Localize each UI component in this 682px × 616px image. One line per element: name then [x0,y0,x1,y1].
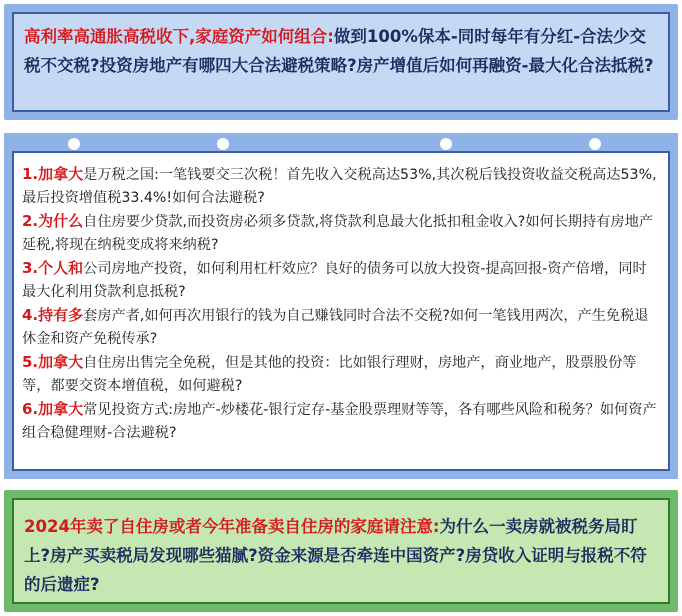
item-lead: 3.个人和 [22,259,84,277]
item-text: 公司房地产投资，如何利用杠杆效应？良好的债务可以放大投资-提高回报-资产倍增，同时最大化利用贷款利息抵税? [22,261,647,300]
item-text: 常见投资方式:房地产-炒楼花-银行定存-基金股票理财等等，各有哪些风险和税务？如何资产组合稳健理财-合法避税? [22,402,657,441]
item-lead: 5.加拿大 [22,353,84,371]
content-list [12,151,670,471]
item-text: 套房产者,如何再次用银行的钱为自己赚钱同时合法不交税?如何一笔钱用两次，产生免税退休金和资产免税传承? [22,308,649,347]
list-item [22,304,660,351]
list-item [22,210,660,257]
binder-hole [217,138,229,150]
binder-hole [440,138,452,150]
top-banner-highlight: 高利率高通胀高税收下,家庭资产如何组合: [24,27,334,46]
top-banner [4,4,678,120]
list-item [22,163,660,210]
list-item [22,257,660,304]
item-text: 是万税之国:一笔钱要交三次税！首先收入交税高达53%,其次税后钱投资收益交税高达53%,最后投资增值税33.4%!如何合法避税? [22,167,657,206]
binder-hole [589,138,601,150]
bottom-banner-highlight: 2024年卖了自住房或者今年准备卖自住房的家庭请注意: [24,517,440,536]
item-text: 自住房出售完全免税，但是其他的投资：比如银行理财，房地产，商业地产，股票股份等等，都要交资本增值税，如何避税? [22,355,637,394]
top-banner-body: 做到100%保本-同时每年有分红-合法少交税不交税?投资房地产有哪四大合法避税策略?房产增值后如何再融资-最大化合法抵税? [24,27,654,75]
list-item [22,351,660,398]
item-lead: 2.为什么 [22,212,84,230]
content-card [4,133,678,479]
bottom-banner-text [12,498,670,604]
bottom-banner-body: 为什么一卖房就被税务局盯上?房产买卖税局发现哪些猫腻?资金来源是否牵连中国资产?房贷收入证明与报税不符的后遗症? [24,517,647,594]
item-lead: 1.加拿大 [22,165,84,183]
item-text: 自住房要少贷款,而投资房必须多贷款,将贷款利息最大化抵扣租金收入?如何长期持有房地产延税,将现在纳税变成将来纳税? [22,214,654,253]
binder-hole [68,138,80,150]
list-item [22,398,660,445]
item-lead: 6.加拿大 [22,400,84,418]
item-lead: 4.持有多 [22,306,84,324]
bottom-banner [4,490,678,612]
top-banner-text [12,12,670,112]
